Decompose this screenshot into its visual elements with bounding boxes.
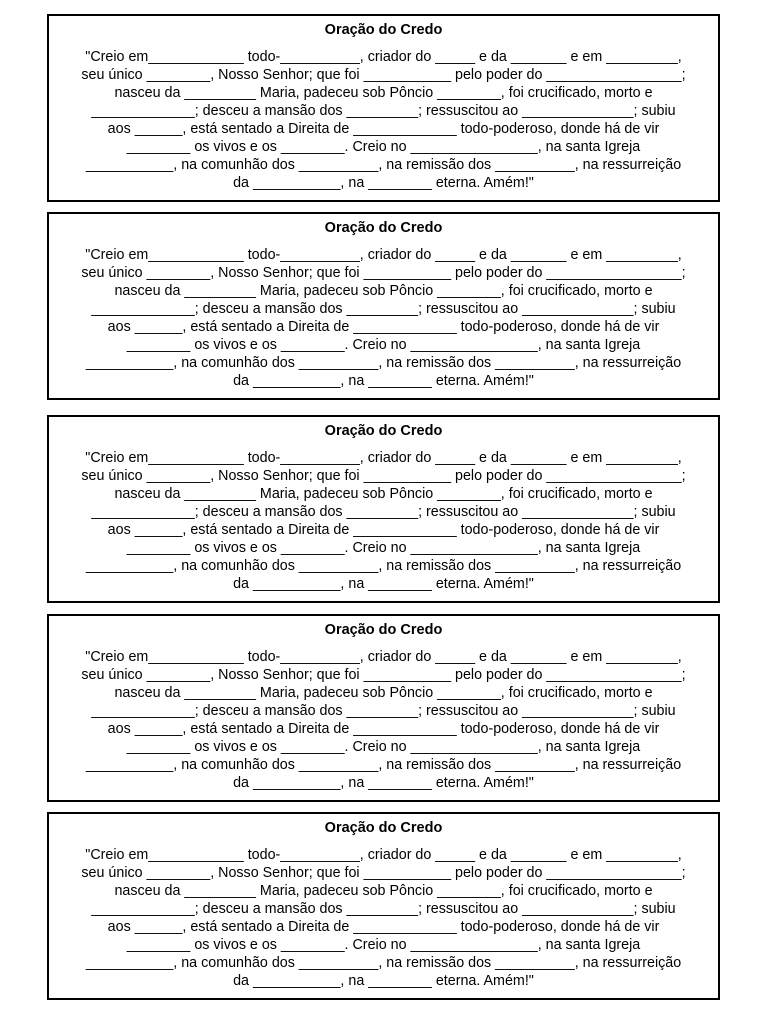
prayer-line: seu único ________, Nosso Senhor; que foi ___________ pelo poder do _________________; — [81, 468, 686, 484]
prayer-line: "Creio em____________ todo-__________, criador do _____ e da _______ e em _________, — [85, 649, 682, 665]
prayer-line: da ___________, na ________ eterna. Amém!" — [233, 576, 534, 592]
prayer-line: ___________, na comunhão dos __________, na remissão dos __________, na ressurreição — [85, 558, 682, 574]
prayer-line: nasceu da _________ Maria, padeceu sob Pôncio ________, foi crucificado, morto e — [114, 883, 653, 899]
credo-card — [47, 212, 720, 400]
card-title: Oração do Credo — [324, 22, 443, 38]
prayer-text — [59, 48, 708, 192]
prayer-line: _____________; desceu a mansão dos _________; ressuscitou ao ______________; subiu — [91, 504, 676, 520]
card-title: Oração do Credo — [324, 423, 443, 439]
prayer-line: "Creio em____________ todo-__________, criador do _____ e da _______ e em _________, — [85, 847, 682, 863]
prayer-line: ________ os vivos e os ________. Creio no ________________, na santa Igreja — [126, 937, 641, 953]
prayer-line: seu único ________, Nosso Senhor; que foi ___________ pelo poder do _________________; — [81, 67, 686, 83]
prayer-line: _____________; desceu a mansão dos _________; ressuscitou ao ______________; subiu — [91, 301, 676, 317]
prayer-line: _____________; desceu a mansão dos _________; ressuscitou ao ______________; subiu — [91, 901, 676, 917]
prayer-line: ___________, na comunhão dos __________, na remissão dos __________, na ressurreição — [85, 157, 682, 173]
prayer-line: da ___________, na ________ eterna. Amém!" — [233, 373, 534, 389]
prayer-line: seu único ________, Nosso Senhor; que foi ___________ pelo poder do _________________; — [81, 265, 686, 281]
prayer-line: ___________, na comunhão dos __________, na remissão dos __________, na ressurreição — [85, 355, 682, 371]
prayer-line: "Creio em____________ todo-__________, criador do _____ e da _______ e em _________, — [85, 450, 682, 466]
prayer-line: aos ______, está sentado a Direita de _____________ todo-poderoso, donde há de vir — [107, 319, 660, 335]
prayer-line: ________ os vivos e os ________. Creio no ________________, na santa Igreja — [126, 540, 641, 556]
card-title: Oração do Credo — [324, 622, 443, 638]
prayer-line: aos ______, está sentado a Direita de _____________ todo-poderoso, donde há de vir — [107, 522, 660, 538]
card-title: Oração do Credo — [324, 820, 443, 836]
prayer-text — [59, 246, 708, 390]
credo-card — [47, 614, 720, 802]
prayer-line: _____________; desceu a mansão dos _________; ressuscitou ao ______________; subiu — [91, 103, 676, 119]
prayer-text — [59, 449, 708, 593]
prayer-text — [59, 648, 708, 792]
prayer-line: aos ______, está sentado a Direita de _____________ todo-poderoso, donde há de vir — [107, 121, 660, 137]
credo-card — [47, 812, 720, 1000]
prayer-line: aos ______, está sentado a Direita de _____________ todo-poderoso, donde há de vir — [107, 919, 660, 935]
prayer-line: _____________; desceu a mansão dos _________; ressuscitou ao ______________; subiu — [91, 703, 676, 719]
prayer-line: seu único ________, Nosso Senhor; que foi ___________ pelo poder do _________________; — [81, 667, 686, 683]
prayer-line: nasceu da _________ Maria, padeceu sob Pôncio ________, foi crucificado, morto e — [114, 85, 653, 101]
prayer-line: "Creio em____________ todo-__________, criador do _____ e da _______ e em _________, — [85, 247, 682, 263]
prayer-line: "Creio em____________ todo-__________, criador do _____ e da _______ e em _________, — [85, 49, 682, 65]
prayer-line: ___________, na comunhão dos __________, na remissão dos __________, na ressurreição — [85, 757, 682, 773]
credo-card — [47, 14, 720, 202]
prayer-line: nasceu da _________ Maria, padeceu sob Pôncio ________, foi crucificado, morto e — [114, 685, 653, 701]
credo-card — [47, 415, 720, 603]
prayer-line: nasceu da _________ Maria, padeceu sob Pôncio ________, foi crucificado, morto e — [114, 283, 653, 299]
prayer-line: da ___________, na ________ eterna. Amém!" — [233, 175, 534, 191]
prayer-line: da ___________, na ________ eterna. Amém!" — [233, 775, 534, 791]
prayer-line: ___________, na comunhão dos __________, na remissão dos __________, na ressurreição — [85, 955, 682, 971]
prayer-line: ________ os vivos e os ________. Creio no ________________, na santa Igreja — [126, 337, 641, 353]
prayer-line: ________ os vivos e os ________. Creio no ________________, na santa Igreja — [126, 139, 641, 155]
prayer-line: seu único ________, Nosso Senhor; que foi ___________ pelo poder do _________________; — [81, 865, 686, 881]
prayer-line: da ___________, na ________ eterna. Amém!" — [233, 973, 534, 989]
prayer-line: aos ______, está sentado a Direita de _____________ todo-poderoso, donde há de vir — [107, 721, 660, 737]
card-title: Oração do Credo — [324, 220, 443, 236]
prayer-line: nasceu da _________ Maria, padeceu sob Pôncio ________, foi crucificado, morto e — [114, 486, 653, 502]
prayer-line: ________ os vivos e os ________. Creio no ________________, na santa Igreja — [126, 739, 641, 755]
prayer-text — [59, 846, 708, 990]
